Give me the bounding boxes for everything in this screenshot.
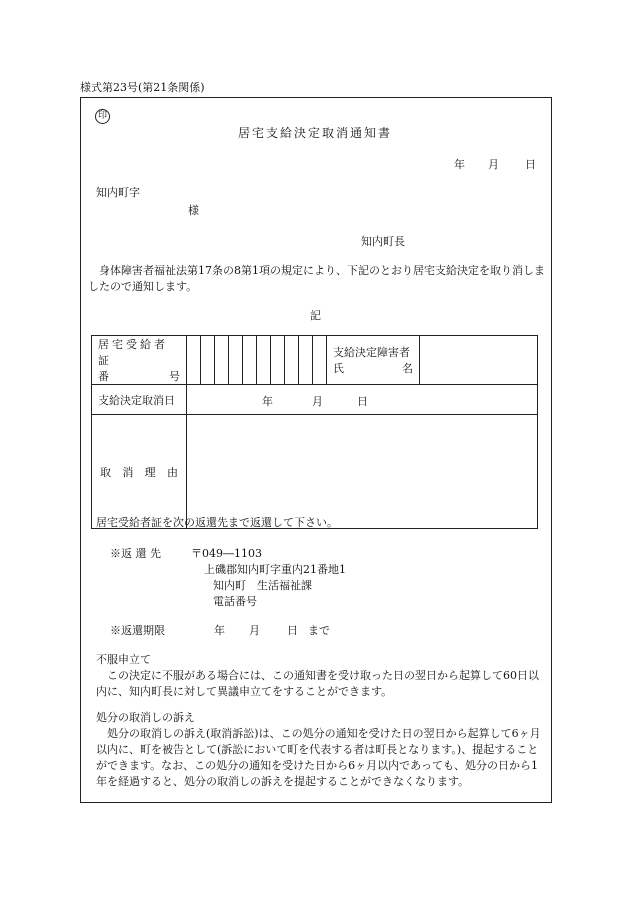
cert-number-label-cell (92, 336, 187, 385)
issue-year-label: 年 (454, 158, 465, 171)
cert-digit-2 (201, 336, 215, 385)
name-label-line1: 支給決定障害者 (333, 346, 410, 359)
ki-label: 記 (310, 309, 321, 322)
reason-char-1: 取 (100, 465, 111, 479)
return-postal-code: 〒049―1103 (191, 547, 262, 560)
form-number: 様式第23号(第21条関係) (80, 81, 205, 94)
issue-month (488, 158, 499, 172)
cancel-date-value-cell (187, 385, 538, 415)
name-label-shi: 氏 (333, 362, 344, 375)
return-deadline-year: 年 (214, 624, 225, 637)
reason-char-2: 消 (122, 465, 134, 479)
objection-heading: 不服申立て (96, 653, 151, 666)
return-deadline-month: 月 (249, 624, 260, 637)
return-deadline-until: まで (308, 624, 330, 637)
cert-digit-4 (229, 336, 243, 385)
cancel-reason-label (98, 464, 180, 480)
document-title: 居宅支給決定取消通知書 (237, 126, 392, 140)
name-label-mei: 名 (402, 362, 413, 375)
lawsuit-heading: 処分の取消しの訴え (96, 711, 195, 724)
cert-digit-10 (313, 336, 327, 385)
return-phone-label: 電話番号 (213, 595, 257, 608)
cert-label-line2 (98, 368, 180, 384)
issuer-name: 知内町長 (361, 235, 405, 248)
return-deadline-label: ※返還期限 (110, 624, 165, 637)
cert-digit-1 (187, 336, 201, 385)
issue-month-label: 月 (488, 158, 499, 171)
reason-char-4: 由 (166, 465, 178, 479)
issue-day-label: 日 (525, 158, 536, 171)
info-table (91, 335, 538, 529)
cancel-date-day: 日 (357, 394, 368, 408)
cert-label-go: 号 (169, 370, 180, 383)
objection-text: この決定に不服がある場合には、この通知書を受け取った日の翌日から起算して60日以内に、知内町長に対して異議申立てをすることができます。 (96, 669, 539, 698)
name-label-line2 (333, 360, 413, 376)
cert-label-text: 居宅受給者証 (98, 338, 168, 367)
cancel-date-month: 月 (312, 394, 323, 408)
issue-day (525, 158, 536, 172)
cancel-date-year: 年 (262, 394, 273, 408)
return-notice: 居宅受給者証を次の返還先まで返還して下さい。 (96, 516, 338, 529)
addressee-town: 知内町字 (96, 186, 140, 199)
cert-digit-5 (243, 336, 257, 385)
recipient-name-value (420, 336, 538, 385)
cert-digit-6 (257, 336, 271, 385)
cancel-reason-label-cell (92, 415, 187, 529)
reason-char-3: 理 (144, 465, 156, 479)
return-deadline-day: 日 (287, 624, 298, 637)
addressee-honorific: 様 (188, 204, 199, 217)
seal-mark: 印 (95, 109, 110, 124)
cert-digit-8 (285, 336, 299, 385)
cancel-reason-value (187, 415, 538, 529)
return-address: 上磯郡知内町字重内21番地1 (204, 563, 346, 576)
cert-digit-9 (299, 336, 313, 385)
recipient-name-label-cell (327, 336, 420, 385)
cert-digit-7 (271, 336, 285, 385)
issue-date (454, 158, 465, 172)
cert-label-line1 (98, 336, 180, 368)
return-department: 知内町 生活福祉課 (213, 579, 312, 592)
return-to-label: ※返 還 先 (110, 547, 161, 560)
lawsuit-text: 処分の取消しの訴え(取消訴訟)は、この処分の通知を受けた日の翌日から起算して6ヶ月以内に、町を被告として(訴訟において町を代表する者は町長となります。)、提起することができます。なお、この処分の通知を受けた日から6ヶ月以内であっても、処分の日から1年を経過すると、処分の取消しの訴えを提起することができなくなります。 (96, 727, 541, 788)
cancel-date-label: 支給決定取消日 (92, 385, 187, 415)
body-paragraph: 身体障害者福祉法第17条の8第1項の規定により、下記のとおり居宅支給決定を取り消しましたので通知します。 (88, 264, 545, 293)
cert-label-ban: 番 (98, 370, 109, 383)
cert-digit-3 (215, 336, 229, 385)
